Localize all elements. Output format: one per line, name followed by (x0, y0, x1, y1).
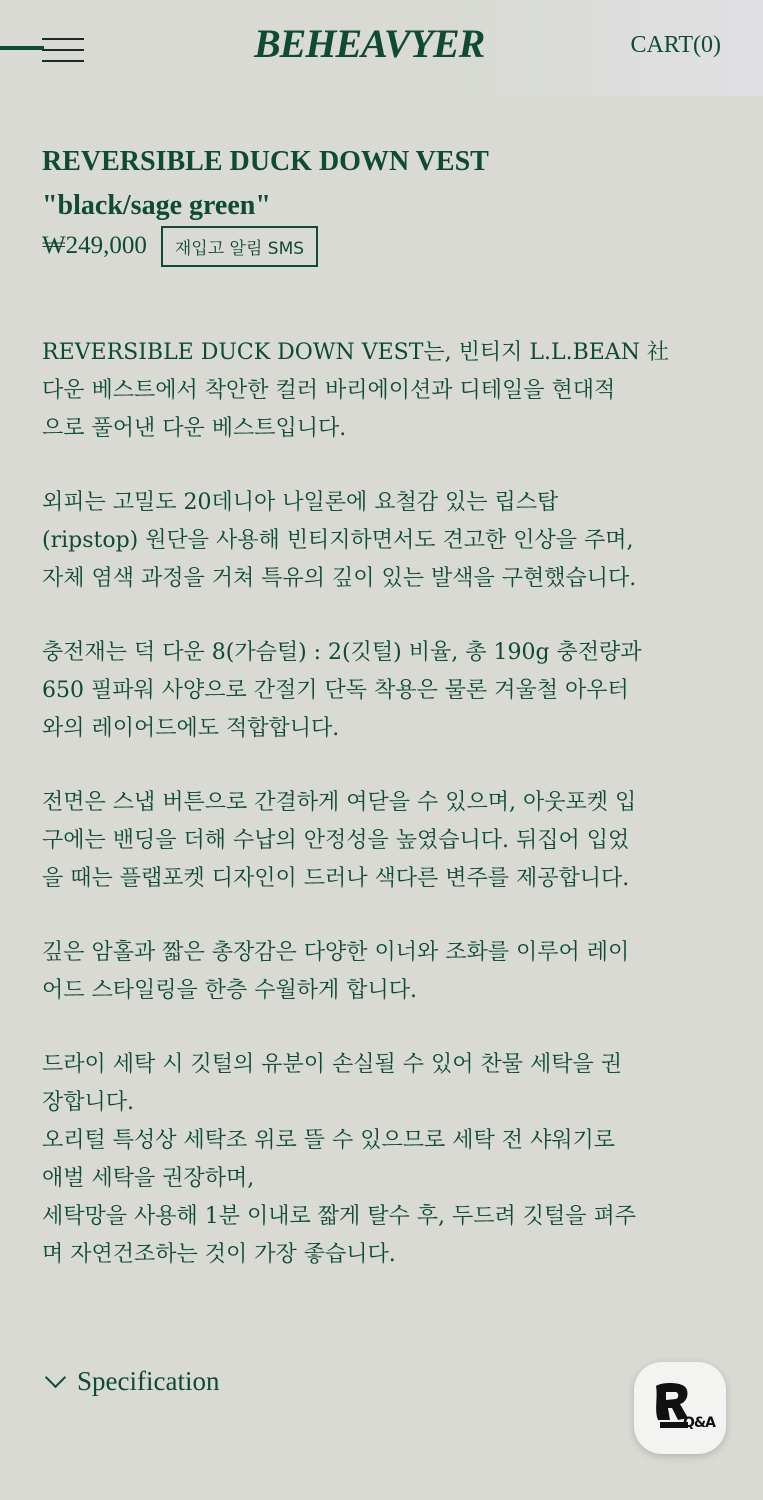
product-color: "black/sage green" (42, 190, 271, 221)
product-title (42, 140, 489, 228)
description-paragraph: 전면은 스냅 버튼으로 간결하게 여닫을 수 있으며, 아웃포켓 입 구에는 밴딩을 더해 수납의 안정성을 높였습니다. 뒤집어 입었 을 때는 플랩포켓 디자인이 드러나 색다른 변주를 제공합니다. (42, 790, 637, 891)
price-row (42, 222, 318, 270)
qa-button[interactable] (634, 1362, 726, 1454)
brand-logo[interactable]: BEHEAVYER (254, 21, 485, 66)
cart-link[interactable]: CART(0) (630, 32, 721, 58)
restock-sms-button[interactable]: 재입고 알림 SMS (161, 226, 318, 267)
description-paragraph: 외피는 고밀도 20데니아 나일론에 요철감 있는 립스탑 (ripstop) 원단을 사용해 빈티지하면서도 견고한 인상을 주며, 자체 염색 과정을 거쳐 특유의 깊이 있는 발색을 구현했습니다. (42, 490, 637, 591)
product-price: ₩249,000 (42, 232, 147, 259)
description-paragraph: 깊은 암홀과 짧은 총장감은 다양한 이너와 조화를 이루어 레이 어드 스타일링을 한층 수월하게 합니다. (42, 940, 630, 1003)
description-paragraph: REVERSIBLE DUCK DOWN VEST는, 빈티지 L.L.BEAN 社 다운 베스트에서 착안한 컬러 바리에이션과 디테일을 현대적 으로 풀어낸 다운 베스트입니다. (42, 340, 669, 441)
product-description (42, 334, 732, 1310)
description-paragraph: 드라이 세탁 시 깃털의 유분이 손실될 수 있어 찬물 세탁을 권 장합니다. 오리털 특성상 세탁조 위로 뜰 수 있으므로 세탁 전 샤워기로 애벌 세탁을 권장하며, 세탁망을 사용해 1분 이내로 짧게 탈수 후, 두드려 깃털을 펴주 며 자연건조하는 것이 가장 좋습니다. (42, 1052, 636, 1267)
qa-label: Q&A (683, 1415, 715, 1431)
description-paragraph: 충전재는 덕 다운 8(가슴털) : 2(깃털) 비율, 총 190g 충전량과 650 필파워 사양으로 간절기 단독 착용은 물론 겨울철 아우터 와의 레이어드에도 적합합니다. (42, 640, 642, 741)
header (0, 0, 763, 96)
chevron-down-icon (45, 1367, 66, 1388)
hamburger-menu-icon[interactable] (40, 36, 86, 64)
accent-line (0, 46, 44, 50)
specification-toggle[interactable] (42, 1366, 219, 1397)
product-name: REVERSIBLE DUCK DOWN VEST (42, 146, 489, 177)
specification-label: Specification (77, 1366, 220, 1396)
